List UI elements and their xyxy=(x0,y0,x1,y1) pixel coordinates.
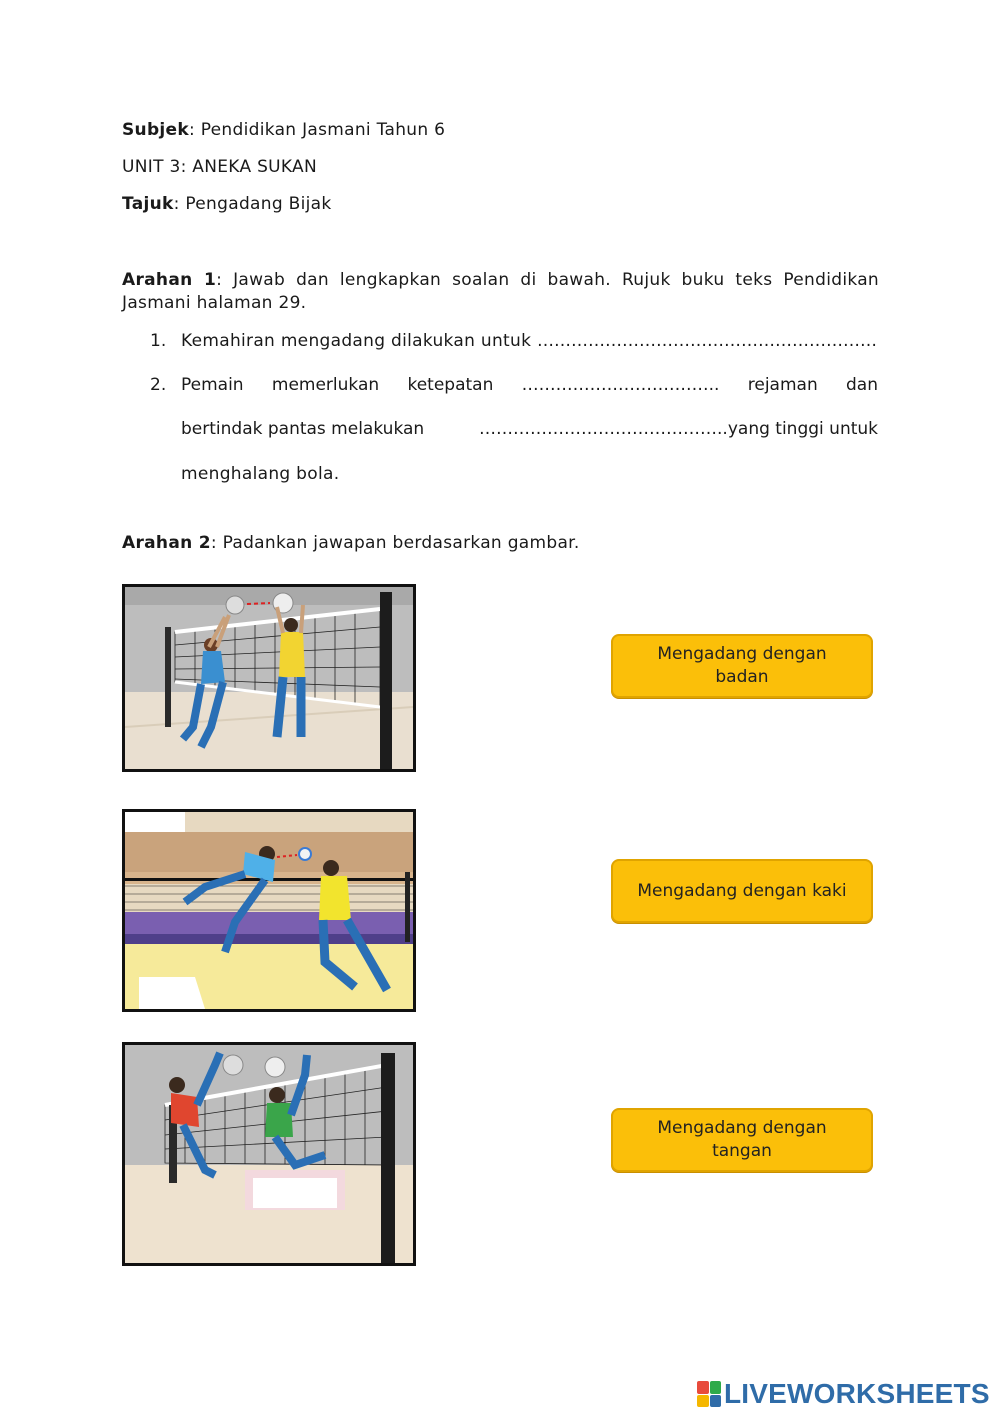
question-1-number: 1. xyxy=(150,331,167,351)
sepak-takraw-illustration xyxy=(125,812,413,1009)
question-1-text: Kemahiran mengadang dilakukan untuk xyxy=(181,331,532,351)
logo-square xyxy=(710,1381,722,1394)
logo-square xyxy=(697,1381,709,1394)
illustration-block-feet xyxy=(122,809,416,1012)
q2-word: ketepatan xyxy=(407,375,494,395)
q2-word: dan xyxy=(846,375,878,395)
volleyball-block-illustration xyxy=(125,587,413,769)
answer-option-feet[interactable]: Mengadang dengan kaki xyxy=(611,859,873,923)
q2-line2-post: yang tinggi untuk xyxy=(727,419,878,439)
instruction-1 xyxy=(122,269,879,315)
topic-value: : Pengadang Bijak xyxy=(173,194,332,214)
liveworksheets-logo xyxy=(697,1378,990,1410)
sepak-takraw-body-block-illustration xyxy=(125,1045,413,1263)
question-1 xyxy=(181,331,877,351)
q2-word: rejaman xyxy=(747,375,818,395)
instruction-2 xyxy=(122,533,580,553)
unit-value: : ANEKA SUKAN xyxy=(180,157,318,177)
subject-label: Subjek xyxy=(122,120,189,140)
topic-line xyxy=(122,194,332,214)
instruction-1-text: : Jawab dan lengkapkan soalan di bawah. Rujuk buku teks Pendidikan Jasmani halaman 29. xyxy=(122,270,879,313)
instruction-2-label: Arahan 2 xyxy=(122,533,211,553)
illustration-block-hands xyxy=(122,584,416,772)
logo-square xyxy=(697,1395,709,1408)
question-2-line-3: menghalang bola. xyxy=(181,464,340,484)
question-2-line-2 xyxy=(181,419,878,439)
question-1-blank[interactable]: …………………………………………………… xyxy=(536,331,877,351)
q2-word: memerlukan xyxy=(271,375,380,395)
instruction-2-text: : Padankan jawapan berdasarkan gambar. xyxy=(210,533,580,553)
subject-line xyxy=(122,120,445,140)
unit-line xyxy=(122,157,317,177)
topic-label: Tajuk xyxy=(122,194,174,214)
subject-value: : Pendidikan Jasmani Tahun 6 xyxy=(188,120,446,140)
question-2-number: 2. xyxy=(150,375,167,395)
logo-square xyxy=(710,1395,722,1408)
q2-line2-pre: bertindak pantas melakukan xyxy=(181,419,425,439)
liveworksheets-logo-text: LIVEWORKSHEETS xyxy=(724,1378,990,1409)
instruction-1-label: Arahan 1 xyxy=(122,270,217,290)
unit-label: UNIT 3 xyxy=(122,157,181,177)
q2-word: Pemain xyxy=(181,375,244,395)
answer-option-hands[interactable]: Mengadang dengan tangan xyxy=(611,1108,873,1172)
answer-option-body[interactable]: Mengadang dengan badan xyxy=(611,634,873,698)
question-2-line-1 xyxy=(181,375,878,395)
question-2-blank-1[interactable]: …………………………….. xyxy=(521,375,720,395)
liveworksheets-logo-icon xyxy=(697,1381,721,1407)
question-2-blank-2[interactable]: …………………………………….. xyxy=(479,419,728,439)
illustration-block-body xyxy=(122,1042,416,1266)
